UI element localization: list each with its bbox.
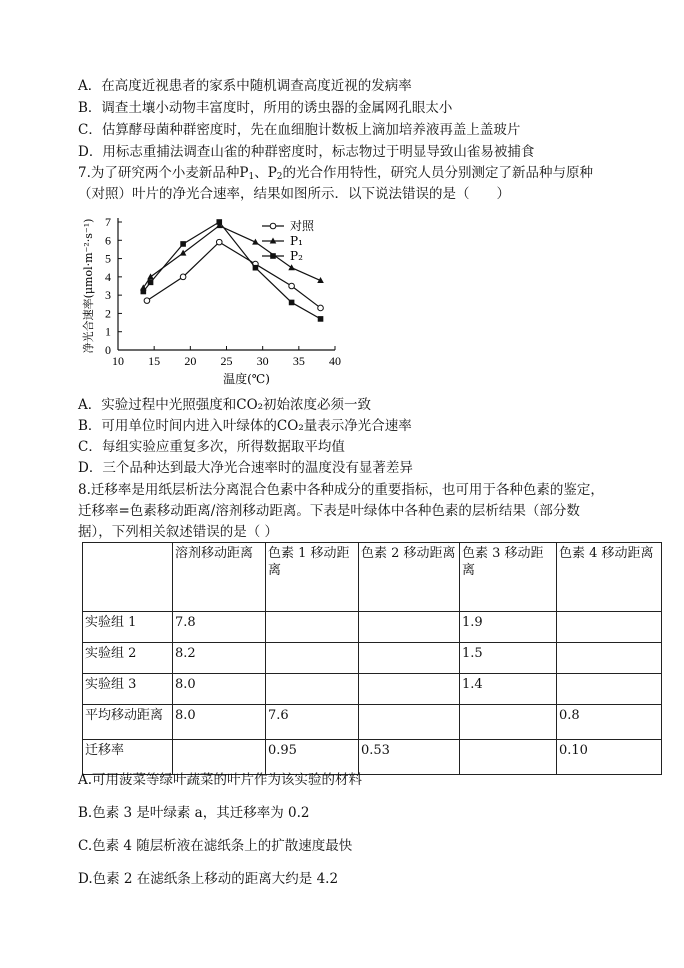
table-row <box>83 643 662 674</box>
data-point <box>147 273 154 279</box>
y-tick-label: 4 <box>105 269 111 284</box>
data-point <box>288 264 295 270</box>
table-cell: 1.5 <box>460 643 557 674</box>
q6-option-a: A．在高度近视患者的家系中随机调查高度近视的发病率 <box>78 78 412 94</box>
table-cell <box>266 674 359 705</box>
table-header-cell: 溶剂移动距离 <box>173 543 266 612</box>
data-point <box>289 300 295 306</box>
table-header-cell: 色素 4 移动距离 <box>557 543 662 612</box>
q8-stem-line1: 8.迁移率是用纸层析法分离混合色素中各种成分的重要指标，也可用于各种色素的鉴定， <box>78 482 604 498</box>
legend-label: 对照 <box>290 219 315 233</box>
legend-marker <box>270 223 276 229</box>
q8-stem-line3: 据），下列相关叙述错误的是（ ） <box>78 524 279 540</box>
x-tick-label: 30 <box>256 354 269 368</box>
table-cell: 1.4 <box>460 674 557 705</box>
pigment-table <box>82 542 662 775</box>
table-row <box>83 674 662 705</box>
table-cell: 1.9 <box>460 612 557 643</box>
q8-option-d: D.色素 2 在滤纸条上移动的距离大约是 4.2 <box>78 871 339 887</box>
table-cell: 0.95 <box>266 740 359 775</box>
table-header-cell <box>83 543 173 612</box>
q7-option-d: D．三个品种达到最大净光合速率时的温度没有显著差异 <box>78 460 413 476</box>
data-point <box>318 316 324 322</box>
x-tick-label: 40 <box>329 354 341 368</box>
data-point <box>141 289 147 295</box>
table-cell: 实验组 3 <box>83 674 173 705</box>
x-tick-label: 20 <box>184 354 197 368</box>
data-point <box>253 265 259 271</box>
table-cell <box>359 643 460 674</box>
table-cell <box>557 674 662 705</box>
q7-option-b: B．可用单位时间内进入叶绿体的CO₂量表示净光合速率 <box>78 418 412 434</box>
table-cell: 0.53 <box>359 740 460 775</box>
x-axis-label: 温度(℃) <box>223 372 270 386</box>
table-cell <box>359 705 460 740</box>
y-tick-label: 1 <box>105 324 111 339</box>
q6-option-c: C．估算酵母菌种群密度时，先在血细胞计数板上滴加培养液再盖上盖玻片 <box>78 122 521 138</box>
q8-option-b: B.色素 3 是叶绿素 a，其迁移率为 0.2 <box>78 805 310 821</box>
table-cell <box>460 705 557 740</box>
data-point <box>180 274 186 280</box>
table-header-cell: 色素 3 移动距离 <box>460 543 557 612</box>
table-cell: 实验组 2 <box>83 643 173 674</box>
table-cell: 迁移率 <box>83 740 173 775</box>
data-point <box>144 298 150 304</box>
y-tick-label: 7 <box>105 215 111 229</box>
q8-option-c: C.色素 4 随层析液在滤纸条上的扩散速度最快 <box>78 838 353 854</box>
table-cell <box>266 612 359 643</box>
table-cell <box>266 643 359 674</box>
legend-label: P₁ <box>290 234 303 248</box>
x-tick-label: 10 <box>112 354 124 368</box>
x-tick-label: 25 <box>220 354 233 368</box>
table-cell: 0.10 <box>557 740 662 775</box>
table-cell: 8.0 <box>173 674 266 705</box>
q6-option-b: B．调查土壤小动物丰富度时，所用的诱虫器的金属网孔眼太小 <box>78 100 453 116</box>
table-cell: 8.0 <box>173 705 266 740</box>
table-row <box>83 612 662 643</box>
table-cell <box>557 612 662 643</box>
y-tick-label: 0 <box>105 343 111 357</box>
data-point <box>180 241 186 247</box>
q7-stem-line2: （对照）叶片的净光合速率，结果如图所示．以下说法错误的是（ ） <box>78 186 510 202</box>
chart-svg <box>80 210 350 388</box>
q8-stem-line2: 迁移率=色素移动距离/溶剂移动距离。下表是叶绿体中各种色素的层析结果（部分数 <box>78 503 580 519</box>
x-tick-label: 15 <box>148 354 161 368</box>
table-cell <box>460 740 557 775</box>
y-tick-label: 2 <box>105 306 111 321</box>
y-tick-label: 5 <box>105 251 111 266</box>
q7-option-a: A．实验过程中光照强度和CO₂初始浓度必须一致 <box>78 397 372 413</box>
legend-label: P₂ <box>290 249 303 263</box>
q7-option-c: C．每组实验应重复多次，所得数据取平均值 <box>78 439 345 455</box>
table-cell: 8.2 <box>173 643 266 674</box>
q8-option-a: A.可用菠菜等绿叶蔬菜的叶片作为该实验的材料 <box>78 772 363 788</box>
photosynthesis-chart <box>80 210 350 388</box>
y-tick-label: 3 <box>105 288 111 303</box>
q6-option-d: D．用标志重捕法调查山雀的种群密度时，标志物过于明显导致山雀易被捕食 <box>78 144 535 160</box>
data-point <box>216 239 222 245</box>
legend-marker <box>270 253 276 259</box>
data-point <box>289 283 295 289</box>
data-point <box>180 250 187 256</box>
data-point <box>216 219 222 225</box>
table-cell <box>359 674 460 705</box>
q7-stem-line1: 7.为了研究两个小麦新品种$P_1$、$P_2$的光合作用特性，研究人员分别测定了新品种与原种 <box>78 165 594 182</box>
data-point <box>148 280 154 286</box>
y-axis-label: 净光合速率(μmol·m⁻²·s⁻¹) <box>82 218 95 354</box>
table-header-cell: 色素 2 移动距离 <box>359 543 460 612</box>
table-cell: 7.8 <box>173 612 266 643</box>
y-tick-label: 6 <box>105 233 111 248</box>
table-cell: 平均移动距离 <box>83 705 173 740</box>
x-tick-label: 35 <box>292 354 305 368</box>
data-point <box>318 305 324 311</box>
table-header-row <box>83 543 662 612</box>
table-cell: 7.6 <box>266 705 359 740</box>
table-cell: 0.8 <box>557 705 662 740</box>
table-cell <box>557 643 662 674</box>
table-header-cell: 色素 1 移动距离 <box>266 543 359 612</box>
table-cell: 实验组 1 <box>83 612 173 643</box>
table-row <box>83 705 662 740</box>
table-cell <box>359 612 460 643</box>
